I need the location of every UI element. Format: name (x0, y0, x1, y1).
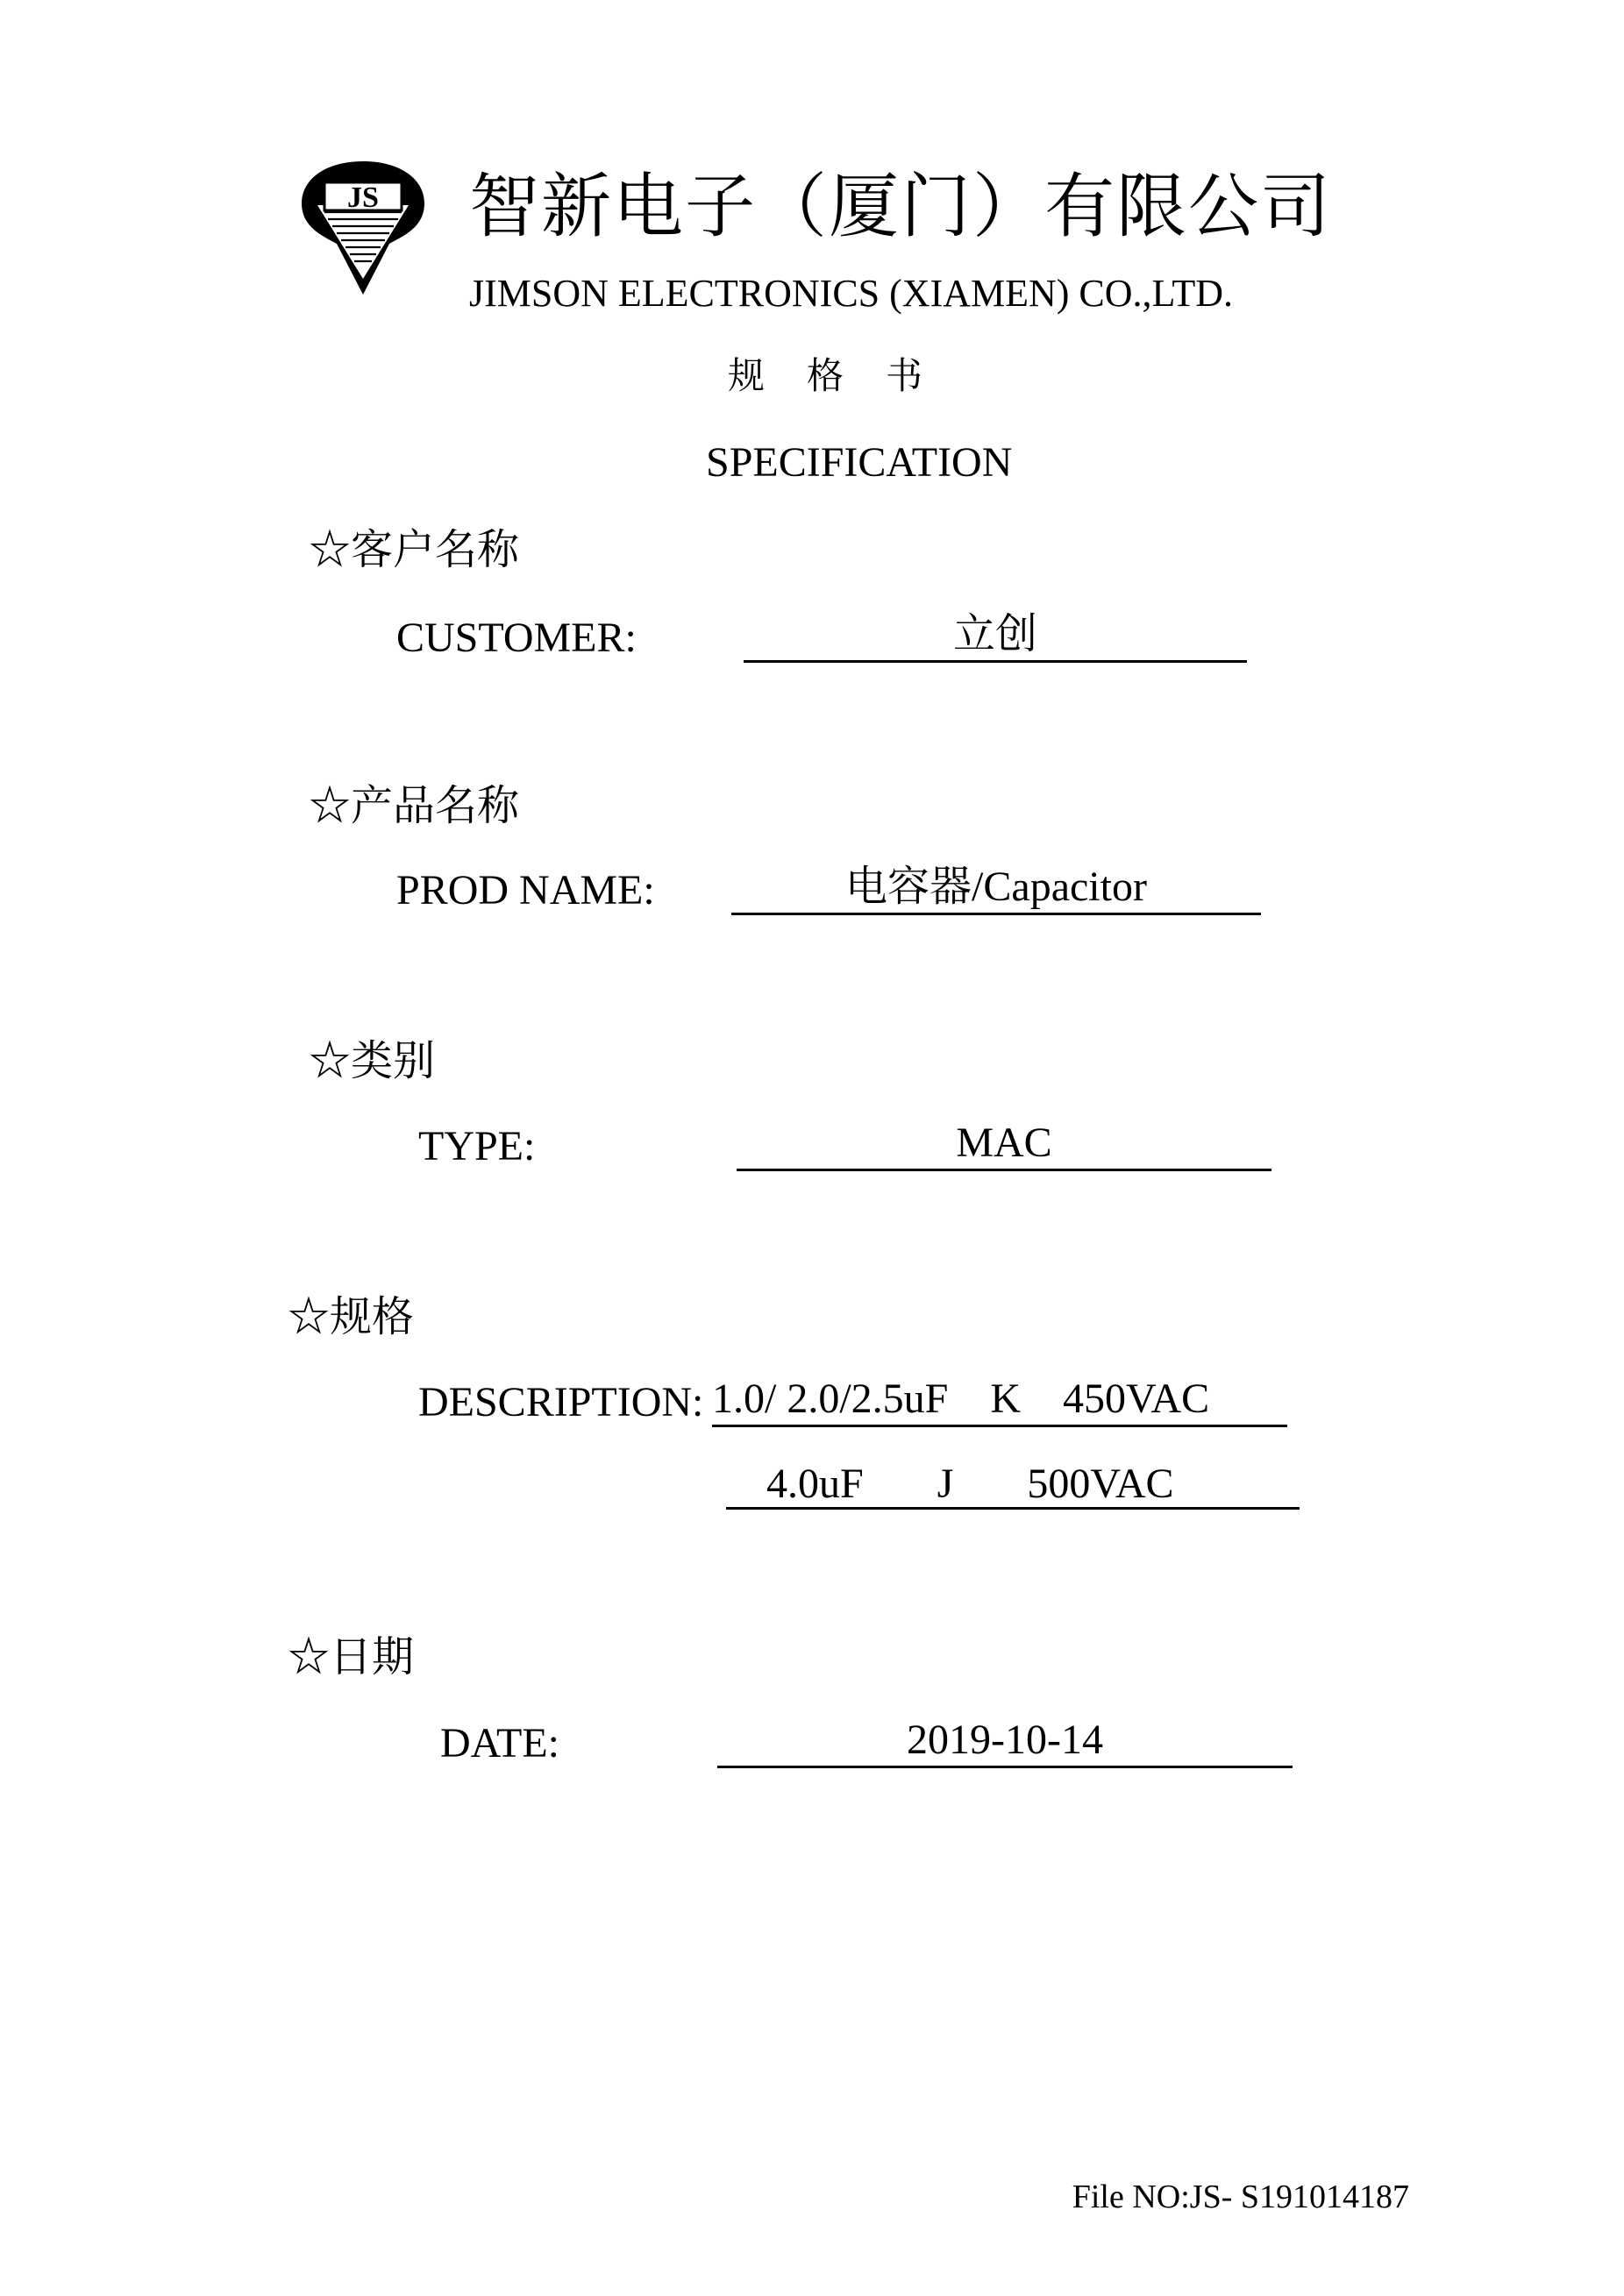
customer-value: 立创 (744, 609, 1247, 663)
description-section-heading: ☆规格 (288, 1294, 415, 1340)
customer-section-heading: ☆客户名称 (309, 527, 520, 573)
customer-label: CUSTOMER: (396, 615, 637, 661)
description-label: DESCRIPTION: (418, 1379, 704, 1425)
date-section-heading: ☆日期 (288, 1634, 415, 1681)
product-section-heading: ☆产品名称 (309, 783, 520, 829)
type-label: TYPE: (418, 1123, 536, 1169)
file-number: File NO:JS- S191014187 (1072, 2179, 1409, 2215)
description-value-line-2: 4.0uF J 500VAC (726, 1459, 1300, 1510)
type-section-heading: ☆类别 (309, 1038, 436, 1084)
document-title-en: SPECIFICATION (706, 439, 1013, 486)
document-title-cn: 规格书 (728, 357, 965, 397)
date-label: DATE: (440, 1720, 559, 1766)
company-name-en: JIMSON ELECTRONICS (XIAMEN) CO.,LTD. (469, 272, 1234, 315)
product-name-value: 电容器/Capacitor (731, 862, 1261, 915)
company-name-cn: 智新电子（厦门）有限公司 (469, 169, 1332, 246)
logo-text: JS (347, 181, 379, 214)
product-name-label: PROD NAME: (396, 867, 655, 913)
company-logo (298, 158, 428, 298)
type-value: MAC (737, 1118, 1271, 1171)
description-value-line-1: 1.0/ 2.0/2.5uF K 450VAC (712, 1374, 1287, 1427)
date-value: 2019-10-14 (717, 1715, 1293, 1768)
